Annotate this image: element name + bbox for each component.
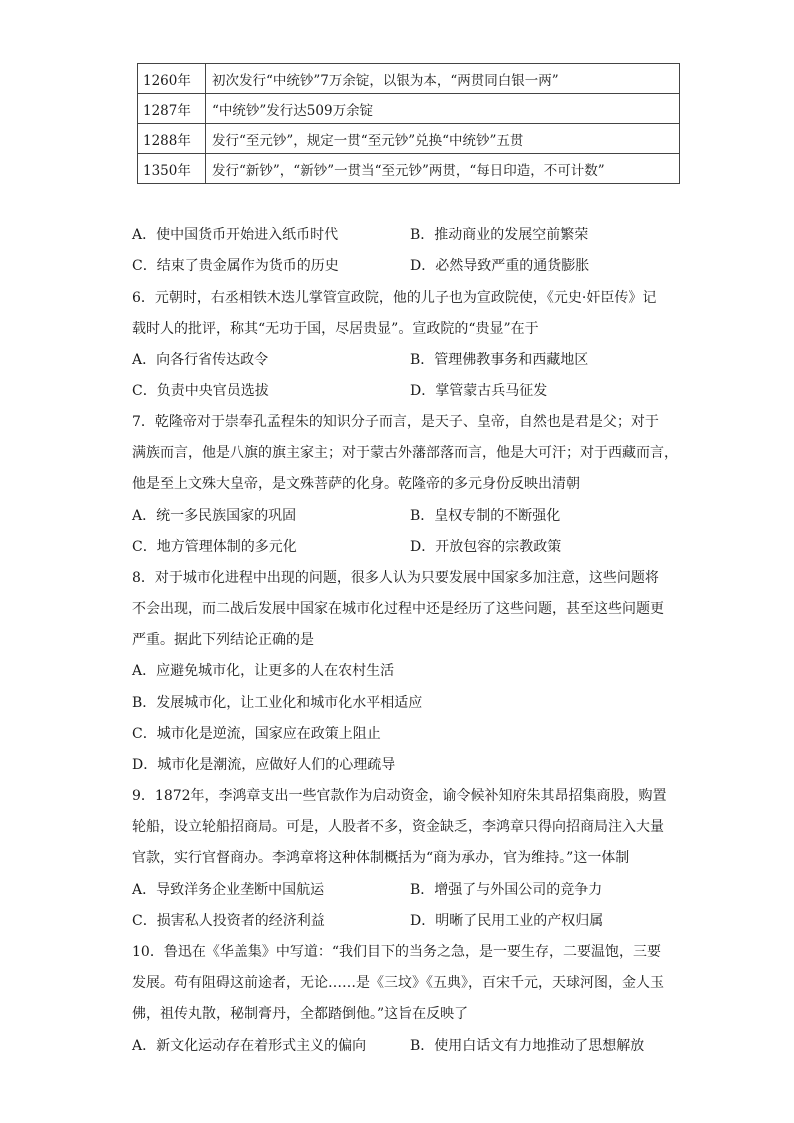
q10-option-a: A．新文化运动存在着形式主义的偏向 (132, 1038, 367, 1054)
q9-stem-line: 轮船，设立轮船招商局。可是，人股者不多，资金缺乏，李鸿章只得向招商局注入大量 (132, 819, 664, 835)
q8-option-d: D．城市化是潮流，应做好人们的心理疏导 (132, 757, 396, 773)
q7-stem-line: 满族而言，他是八旗的旗主家主；对于蒙古外藩部落而言，他是大可汗；对于西藏而言， (132, 445, 678, 461)
q8-stem-line: 不会出现，而二战后发展中国家在城市化过程中还是经历了这些问题，甚至这些问题更 (132, 601, 664, 617)
q9-option-a: A．导致洋务企业垄断中国航运 (132, 882, 325, 898)
table-event-cell: 初次发行“中统钞”7万余锭，以银为本，“两贯同白银一两” (206, 64, 680, 94)
q6-option-d: D．掌管蒙古兵马征发 (410, 383, 548, 399)
q10-stem-line: 佛，祖传丸散，秘制膏丹，全都踏倒他。”这旨在反映了 (132, 1006, 469, 1022)
q6-stem-line: 载时人的批评，称其“无功于国，尽居贵显”。宣政院的“贵显”在于 (132, 321, 539, 337)
table-row (138, 64, 680, 94)
q5-option-c: C．结束了贵金属作为货币的历史 (132, 258, 339, 274)
q8-stem-line: 严重。据此下列结论正确的是 (132, 632, 314, 648)
q7-stem-line: 他是至上文殊大皇帝，是文殊菩萨的化身。乾隆帝的多元身份反映出清朝 (132, 476, 580, 492)
q9-stem-line: 9．1872年，李鸿章支出一些官款作为启动资金，谕令候补知府朱其昂招集商股，购置 (132, 788, 667, 804)
table-row (138, 154, 680, 184)
table-year-cell: 1287年 (138, 94, 206, 124)
q5-option-d: D．必然导致严重的通货膨胀 (410, 258, 590, 274)
q8-option-a: A．应避免城市化，让更多的人在农村生活 (132, 663, 395, 679)
table-year-cell: 1260年 (138, 64, 206, 94)
table-year-cell: 1350年 (138, 154, 206, 184)
currency-history-table (137, 63, 680, 184)
q7-stem-line: 7．乾隆帝对于崇奉孔孟程朱的知识分子而言，是天子、皇帝，自然也是君是父；对于 (132, 414, 659, 430)
table-year-cell: 1288年 (138, 124, 206, 154)
table-event-cell: 发行“至元钞”，规定一贯“至元钞”兑换“中统钞”五贯 (206, 124, 680, 154)
q9-option-d: D．明晰了民用工业的产权归属 (410, 913, 604, 929)
q10-option-b: B．使用白话文有力地推动了思想解放 (410, 1038, 645, 1054)
q6-stem-line: 6．元朝时，右丞相铁木迭儿掌管宣政院，他的儿子也为宣政院使，《元史·奸臣传》记 (132, 290, 657, 306)
q9-option-c: C．损害私人投资者的经济利益 (132, 913, 325, 929)
q8-stem-line: 8．对于城市化进程中出现的问题，很多人认为只要发展中国家多加注意，这些问题将 (132, 570, 659, 586)
q6-option-b: B．管理佛教事务和西藏地区 (410, 352, 589, 368)
q10-stem-line: 10．鲁迅在《华盖集》中写道：“我们目下的当务之急，是一要生存，二要温饱，三要 (132, 944, 661, 960)
q9-stem-line: 官款，实行官督商办。李鸿章将这种体制概括为“商为承办，官为维持。”这一体制 (132, 850, 630, 866)
q5-option-a: A．使中国货币开始进入纸币时代 (132, 227, 339, 243)
q7-option-a: A．统一多民族国家的巩固 (132, 508, 297, 524)
q7-option-b: B．皇权专制的不断强化 (410, 508, 561, 524)
q7-option-d: D．开放包容的宗教政策 (410, 539, 562, 555)
q6-option-a: A．向各行省传达政令 (132, 352, 269, 368)
q8-option-b: B．发展城市化，让工业化和城市化水平相适应 (132, 695, 423, 711)
table-row (138, 124, 680, 154)
q6-option-c: C．负责中央官员选拔 (132, 383, 269, 399)
table-event-cell: 发行“新钞”，“新钞”一贯当“至元钞”两贯，“每日印造，不可计数” (206, 154, 680, 184)
table-event-cell: “中统钞”发行达509万余锭 (206, 94, 680, 124)
q5-option-b: B．推动商业的发展空前繁荣 (410, 227, 589, 243)
q8-option-c: C．城市化是逆流，国家应在政策上阻止 (132, 726, 381, 742)
q9-option-b: B．增强了与外国公司的竞争力 (410, 882, 603, 898)
table-row (138, 94, 680, 124)
q10-stem-line: 发展。苟有阻碍这前途者，无论……是《三坟》《五典》，百宋千元，天球河图，金人玉 (132, 975, 664, 991)
q7-option-c: C．地方管理体制的多元化 (132, 539, 297, 555)
